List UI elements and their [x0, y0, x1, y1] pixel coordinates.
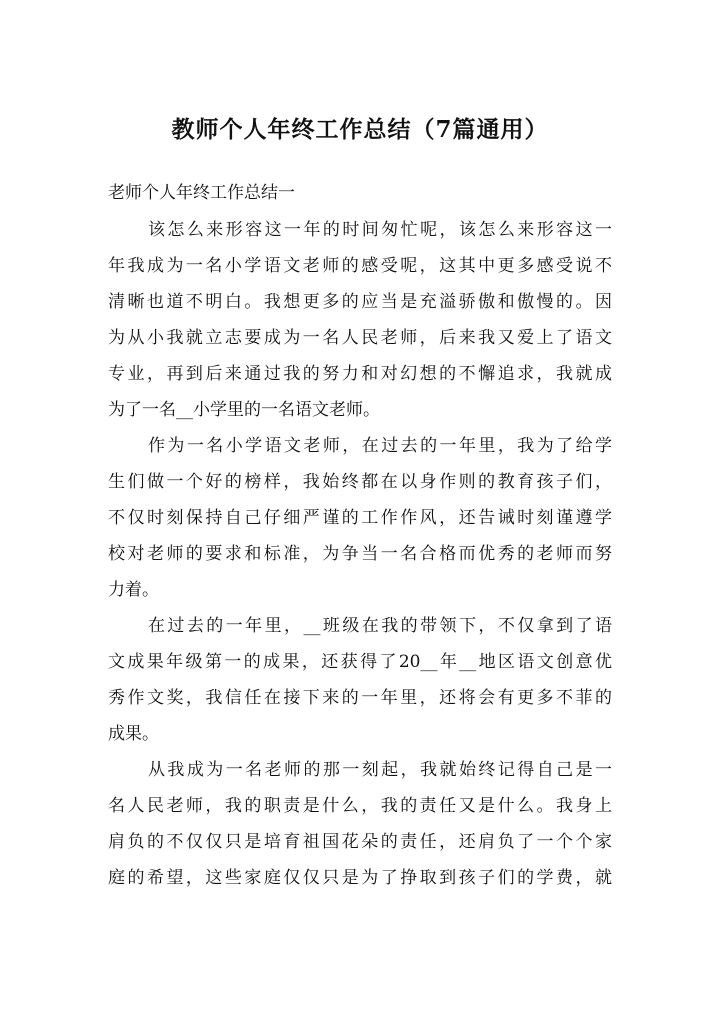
paragraph-line: 成果。 — [108, 724, 159, 744]
section-heading: 老师个人年终工作总结一 — [108, 183, 295, 203]
paragraph-line: 秀作文奖，我信任在接下来的一年里，还将会有更多不菲的 — [108, 688, 612, 708]
paragraph-line: 名人民老师，我的职责是什么，我的责任又是什么。我身上 — [108, 796, 612, 816]
paragraph-line: 年我成为一名小学语文老师的感受呢，这其中更多感受说不 — [108, 256, 612, 276]
paragraph-line: 从我成为一名老师的那一刻起，我就始终记得自己是一 — [148, 760, 612, 780]
paragraph-line: 生们做一个好的榜样，我始终都在以身作则的教育孩子们， — [108, 472, 612, 492]
paragraph-line: 作为一名小学语文老师，在过去的一年里，我为了给学 — [148, 436, 612, 456]
paragraph — [108, 212, 612, 428]
paragraph-line: 文成果年级第一的成果，还获得了20__年__地区语文创意优 — [108, 652, 612, 672]
paragraph-line: 该怎么来形容这一年的时间匆忙呢，该怎么来形容这一 — [148, 220, 612, 240]
document-body — [108, 212, 612, 896]
paragraph-line: 肩负的不仅仅只是培育祖国花朵的责任，还肩负了一个个家 — [108, 832, 612, 852]
paragraph-line: 不仅时刻保持自己仔细严谨的工作作风，还告诫时刻谨遵学 — [108, 508, 612, 528]
paragraph-line: 校对老师的要求和标准，为争当一名合格而优秀的老师而努 — [108, 544, 612, 564]
document-title: 教师个人年终工作总结（7篇通用） — [171, 116, 549, 143]
paragraph-line: 专业，再到后来通过我的努力和对幻想的不懈追求，我就成 — [108, 364, 612, 384]
paragraph-line: 力着。 — [108, 580, 159, 600]
paragraph — [108, 608, 612, 752]
paragraph — [108, 428, 612, 608]
paragraph-line: 在过去的一年里，__班级在我的带领下，不仅拿到了语 — [148, 616, 612, 636]
paragraph — [108, 752, 612, 896]
paragraph-line: 清晰也道不明白。我想更多的应当是充溢骄傲和傲慢的。因 — [108, 292, 612, 312]
paragraph-line: 庭的希望，这些家庭仅仅只是为了挣取到孩子们的学费，就 — [108, 868, 612, 888]
paragraph-line: 为从小我就立志要成为一名人民老师，后来我又爱上了语文 — [108, 328, 612, 348]
paragraph-line: 为了一名__小学里的一名语文老师。 — [108, 400, 380, 420]
